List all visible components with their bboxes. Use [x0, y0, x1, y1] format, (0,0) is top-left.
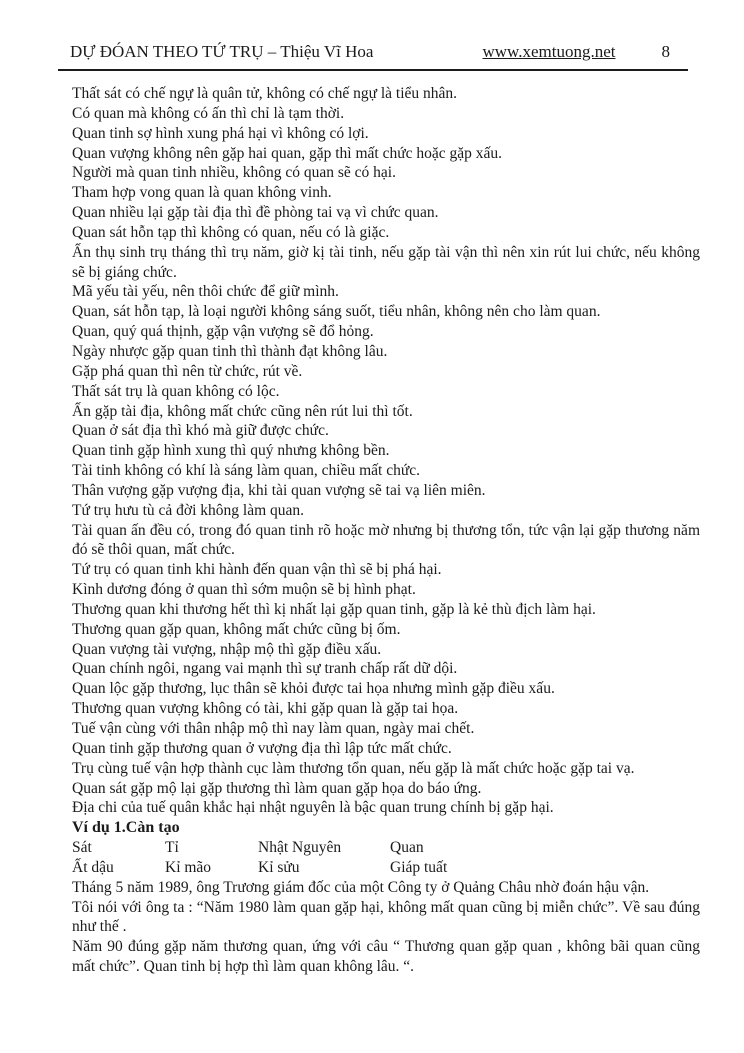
- pillar-header-cell: Quan: [390, 839, 424, 857]
- aphorism-line: Ấn thụ sinh trụ tháng thì trụ năm, giờ kị tài tinh, nếu gặp tài vận thì nên xin rút lui chức, nếu không sẽ bị giáng chức.: [72, 243, 700, 281]
- aphorism-line: Tứ trụ hưu tù cả đời không làm quan.: [72, 501, 305, 519]
- page-header: [0, 0, 744, 62]
- example-paragraph: Tôi nói với ông ta : “Năm 1980 làm quan gặp hại, không mất quan cũng bị miễn chức”. Về sau đúng như thế .: [72, 898, 700, 936]
- pillar-header-cell: Sát: [72, 839, 92, 857]
- page-body: [0, 71, 744, 977]
- aphorism-line: Tứ trụ có quan tinh khi hành đến quan vận thì sẽ bị phá hại.: [72, 561, 442, 579]
- aphorism-line: Mã yếu tài yếu, nên thôi chức để giữ mình.: [72, 283, 339, 301]
- aphorism-line: Quan, sát hỗn tạp, là loại người không sáng suốt, tiểu nhân, không nên cho làm quan.: [72, 303, 601, 321]
- aphorism-line: Quan tinh gặp hình xung thì quý nhưng không bền.: [72, 442, 390, 460]
- example-heading: Ví dụ 1.Càn tạo: [72, 819, 180, 837]
- aphorism-line: Quan, quý quá thịnh, gặp vận vượng sẽ đổ hỏng.: [72, 323, 374, 341]
- aphorism-line: Người mà quan tinh nhiều, không có quan sẽ có hại.: [72, 164, 396, 182]
- aphorism-line: Tài quan ấn đều có, trong đó quan tinh rõ hoặc mờ nhưng bị thương tổn, tức vận lại gặp thương năm đó sẽ thôi quan, mất chức.: [72, 521, 700, 559]
- aphorism-line: Quan tinh sợ hình xung phá hại vì không có lợi.: [72, 124, 369, 142]
- aphorism-line: Quan lộc gặp thương, lục thân sẽ khỏi được tai họa nhưng mình gặp điều xấu.: [72, 680, 555, 698]
- aphorism-line: Tuế vận cùng với thân nhập mộ thì nay làm quan, ngày mai chết.: [72, 720, 475, 737]
- aphorism-line: Kình dương đóng ở quan thì sớm muộn sẽ bị hình phạt.: [72, 581, 416, 599]
- example-paragraph: Năm 90 đúng gặp năm thương quan, ứng với câu “ Thương quan gặp quan , không bãi quan cũng mất chức”. Quan tinh bị hợp thì làm quan không lâu. “.: [72, 938, 700, 976]
- aphorism-line: Thất sát có chế ngự là quân tử, không có chế ngự là tiểu nhân.: [72, 85, 458, 102]
- aphorism-line: Thất sát trụ là quan không có lộc.: [72, 382, 280, 400]
- book-title: DỰ ĐÓAN THEO TỨ TRỤ – Thiệu Vĩ Hoa: [70, 42, 374, 61]
- aphorism-line: Quan chính ngôi, ngang vai mạnh thì sự tranh chấp rất dữ dội.: [72, 660, 458, 678]
- aphorism-line: Tham hợp vong quan là quan không vinh.: [72, 184, 332, 202]
- aphorism-line: Quan sát hỗn tạp thì không có quan, nếu có là giặc.: [72, 223, 390, 241]
- pillar-header-cell: Nhật Nguyên: [258, 839, 342, 857]
- pillar-value-cell: Ất dậu: [72, 858, 114, 876]
- aphorism-line: Ấn gặp tài địa, không mất chức cũng nên rút lui thì tốt.: [72, 402, 413, 420]
- aphorism-line: Quan sát gặp mộ lại gặp thương thì làm quan gặp họa do báo ứng.: [72, 779, 482, 797]
- aphorism-line: Quan vượng tài vượng, nhập mộ thì gặp điều xấu.: [72, 640, 382, 658]
- four-pillars-table: [72, 838, 700, 878]
- example-paragraph: Tháng 5 năm 1989, ông Trương giám đốc của một Công ty ở Quảng Châu nhờ đoán hậu vận.: [72, 878, 650, 896]
- aphorism-line: Quan nhiều lại gặp tài địa thì đề phòng tai vạ vì chức quan.: [72, 204, 439, 222]
- aphorism-line: Tài tinh không có khí là sáng làm quan, chiều mất chức.: [72, 462, 421, 480]
- aphorism-line: Địa chi của tuế quân khắc hại nhật nguyên là bậc quan trung chính bị gặp hại.: [72, 799, 554, 817]
- website-link[interactable]: www.xemtuong.net: [482, 42, 616, 61]
- aphorism-line: Có quan mà không có ấn thì chỉ là tạm thời.: [72, 104, 345, 122]
- aphorism-line: Thương quan gặp quan, không mất chức cũng bị ốm.: [72, 620, 401, 638]
- pillar-value-cell: Giáp tuất: [390, 858, 448, 876]
- aphorism-line: Thương quan khi thương hết thì kị nhất lại gặp quan tinh, gặp là kẻ thù địch làm hại.: [72, 600, 596, 618]
- pillar-value-cell: Kỉ mão: [165, 858, 212, 876]
- aphorism-line: Quan tinh gặp thương quan ở vượng địa thì lập tức mất chức.: [72, 739, 452, 757]
- aphorism-line: Thương quan vượng không có tài, khi gặp quan là gặp tai họa.: [72, 700, 459, 718]
- aphorism-line: Ngày nhược gặp quan tinh thì thành đạt không lâu.: [72, 342, 388, 360]
- aphorism-line: Quan vượng không nên gặp hai quan, gặp thì mất chức hoặc gặp xấu.: [72, 144, 503, 162]
- pillar-value-cell: Kỉ sửu: [258, 858, 300, 876]
- aphorism-line: Trụ cùng tuế vận hợp thành cục làm thương tổn quan, nếu gặp là mất chức hoặc gặp tai vạ.: [72, 759, 635, 777]
- aphorism-line: Thân vượng gặp vượng địa, khi tài quan vượng sẽ tai vạ liên miên.: [72, 481, 486, 499]
- page-number: 8: [661, 42, 670, 61]
- aphorism-line: Gặp phá quan thì nên từ chức, rút về.: [72, 362, 303, 380]
- aphorism-line: Quan ở sát địa thì khó mà giữ được chức.: [72, 422, 329, 440]
- pillar-header-cell: Tỉ: [165, 839, 179, 857]
